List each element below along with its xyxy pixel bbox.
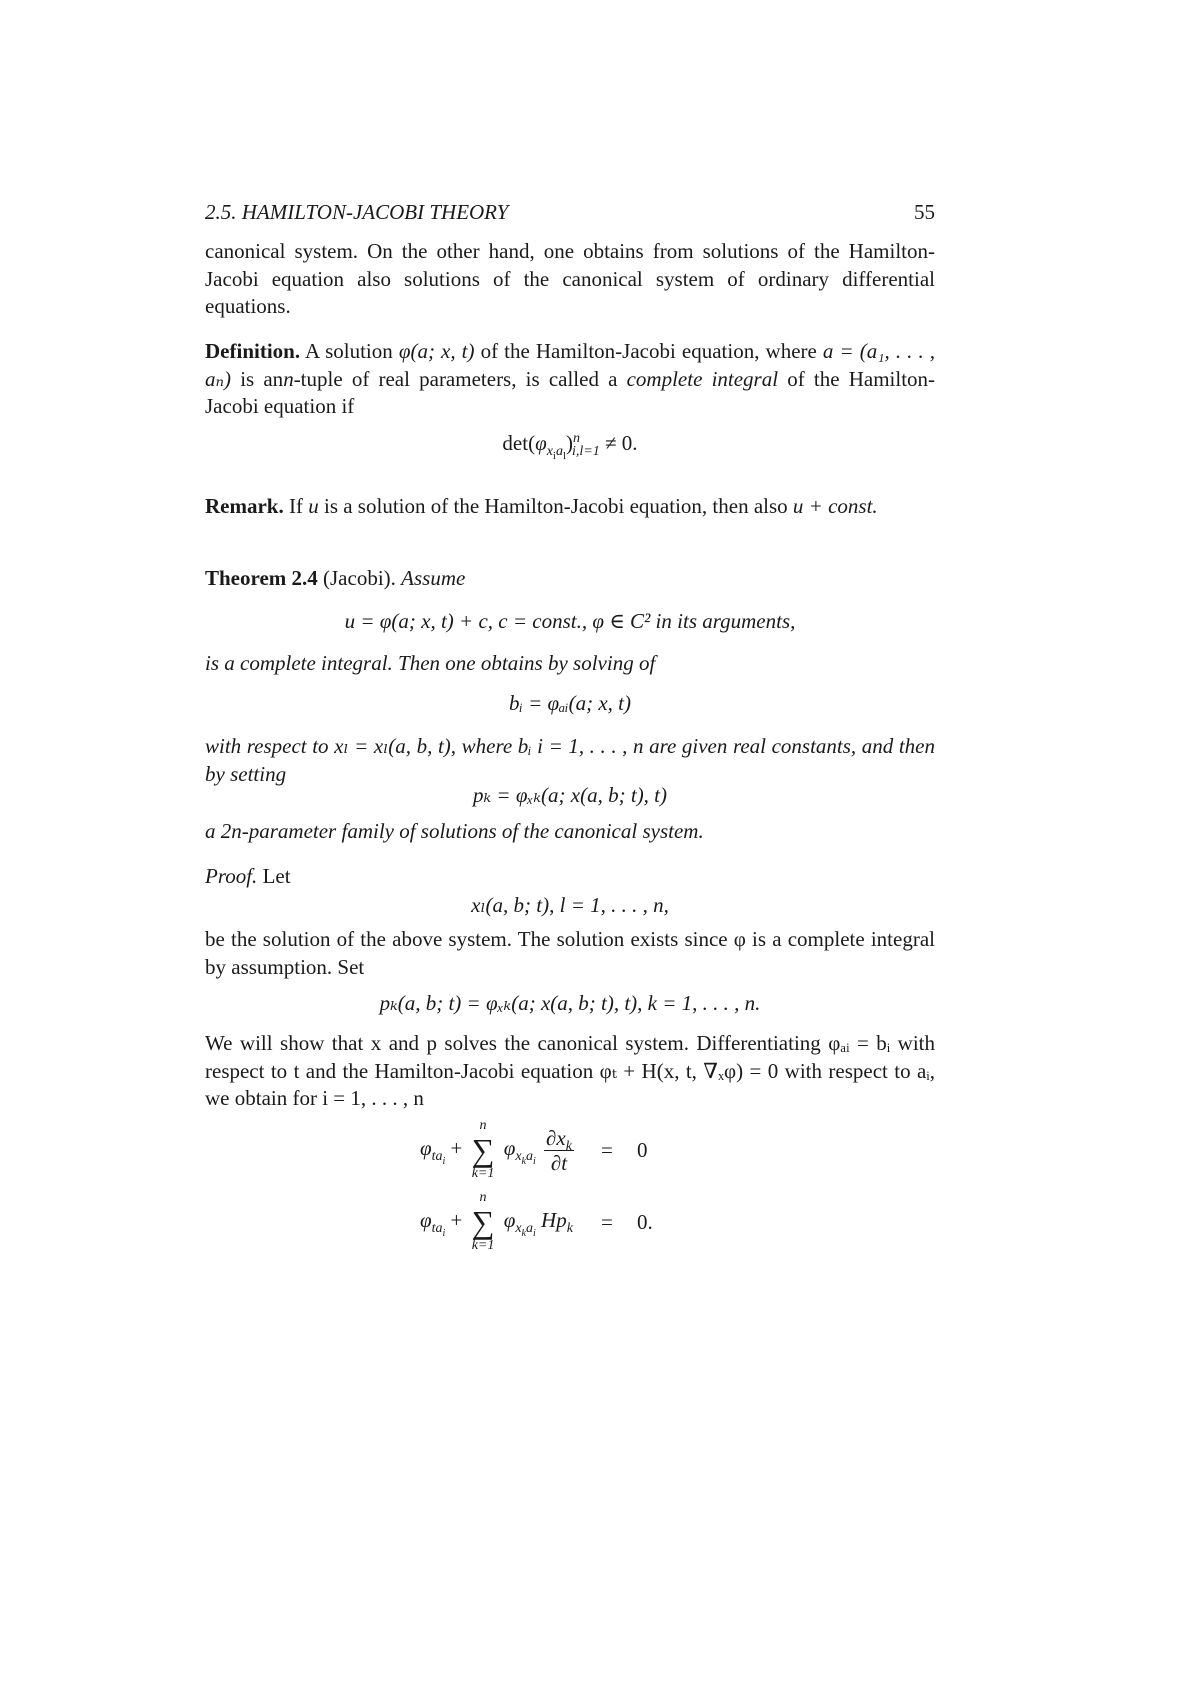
sum-symbol-2 (472, 1190, 495, 1254)
sum-lower-1: k=1 (471, 1166, 495, 1181)
definition-text-2: of the Hamilton-Jacobi equation, where (480, 339, 817, 363)
definition-text-3: is an (240, 366, 284, 391)
theorem-equation-3: pₖ = φₓₖ(a; x(a, b; t), t) (472, 783, 668, 807)
theorem-family-text: a 2n-parameter family of solutions of the canonical system. (205, 819, 704, 843)
eq-row-2-rhs: 0. (636, 1209, 653, 1234)
proof-label: Proof. (205, 864, 258, 888)
determinant-condition: $\det(\varphi_{x_ia_l})^n_{i,l=1} \ne 0$. (502, 431, 638, 462)
theorem-complete-text: is a complete integral. Then one obtains by solving of (205, 651, 656, 675)
fraction-dxk-dt: $\frac{\partial x_k}{\partial t}$ (546, 1125, 572, 1175)
definition-text-4: -tuple of real parameters, is called a (293, 366, 618, 391)
remark-u: u (308, 494, 319, 518)
section-title: 2.5. HAMILTON-JACOBI THEORY (205, 200, 509, 224)
theorem-equation-2: bᵢ = φₐᵢ(a; x, t) (509, 691, 631, 715)
sum-sigma-2: ∑ (471, 1204, 495, 1240)
definition-label: Definition. (205, 339, 301, 363)
definition-term: complete integral (626, 366, 779, 391)
sum-symbol-1 (472, 1118, 495, 1182)
proof-let: Let (262, 864, 291, 888)
proof-equation-array (420, 1118, 653, 1254)
sum-upper-1: n (479, 1118, 487, 1133)
remark-label: Remark. (205, 494, 284, 518)
determinant-neq: ≠ 0. (605, 431, 638, 455)
intro-paragraph: canonical system. On the other hand, one obtains from solutions of the Hamilton-Jacobi equation also solutions of the canonical system of ordinary differential equations. (205, 239, 935, 318)
eq-row-2-lhs: $\varphi_{ta_i}$ + n ∑ k=1 $\varphi_{x_ka_i}$ $Hp_k$ (420, 1190, 573, 1253)
remark-expr: u + const. (792, 494, 878, 518)
theorem-attribution: (Jacobi). (323, 566, 396, 590)
sum-sigma-1: ∑ (471, 1132, 495, 1168)
eq-row-1-lhs: $\varphi_{ta_i}$ + n ∑ k=1 $\varphi_{x_ka_i}$ $\frac{\partial x_k}{\partial t}$ (420, 1118, 572, 1181)
proof-show-text: We will show that x and p solves the canonical system. Differentiating φₐᵢ = bᵢ with respect to t and the Hamilton-Jacobi equation φₜ + H(x, t, ∇ₓφ) = 0 with respect to aᵢ, we obtain for i = 1, . . . , n (205, 1031, 935, 1110)
definition-a-tuple: a = (a₁, . . . , aₙ) (205, 339, 936, 391)
definition-paragraph (205, 338, 935, 421)
sum-lower-2: k=1 (471, 1238, 495, 1253)
definition-text-5: of the Hamilton-Jacobi equation if (205, 366, 936, 418)
theorem-respect-text: with respect to xₗ = xₗ(a, b, t), where bᵢ i = 1, . . . , n are given real constants, and then by setting (205, 734, 935, 786)
remark-text-2: is a solution of the Hamilton-Jacobi equation, then also (323, 494, 788, 518)
theorem-equation-1: u = φ(a; x, t) + c, c = const., φ ∈ C² in its arguments, (344, 609, 796, 633)
theorem-label: Theorem 2.4 (205, 566, 318, 590)
definition-n: n (283, 366, 294, 391)
sum-upper-2: n (479, 1190, 487, 1205)
eq-row-1-equals: = (601, 1137, 613, 1162)
eq-row-1-rhs: 0 (636, 1137, 648, 1162)
definition-text-1: A solution (305, 339, 393, 363)
proof-start (205, 863, 935, 891)
page-number: 55 (914, 200, 935, 224)
proof-solution-equation: xₗ(a, b; t), l = 1, . . . , n, (471, 893, 669, 917)
proof-be-text: be the solution of the above system. The solution exists since φ is a complete integral by assumption. Set (205, 927, 935, 979)
remark-paragraph (205, 493, 935, 521)
definition-phi: φ(a; x, t) (398, 339, 475, 363)
theorem-heading (205, 565, 935, 593)
remark-text-1: If (288, 494, 303, 518)
proof-p-equation: pₖ(a, b; t) = φₓₖ(a; x(a, b; t), t), k = 1, . . . , n. (379, 991, 761, 1015)
theorem-assume: Assume (401, 566, 466, 590)
running-head (205, 200, 935, 225)
eq-row-2-equals: = (601, 1209, 613, 1234)
